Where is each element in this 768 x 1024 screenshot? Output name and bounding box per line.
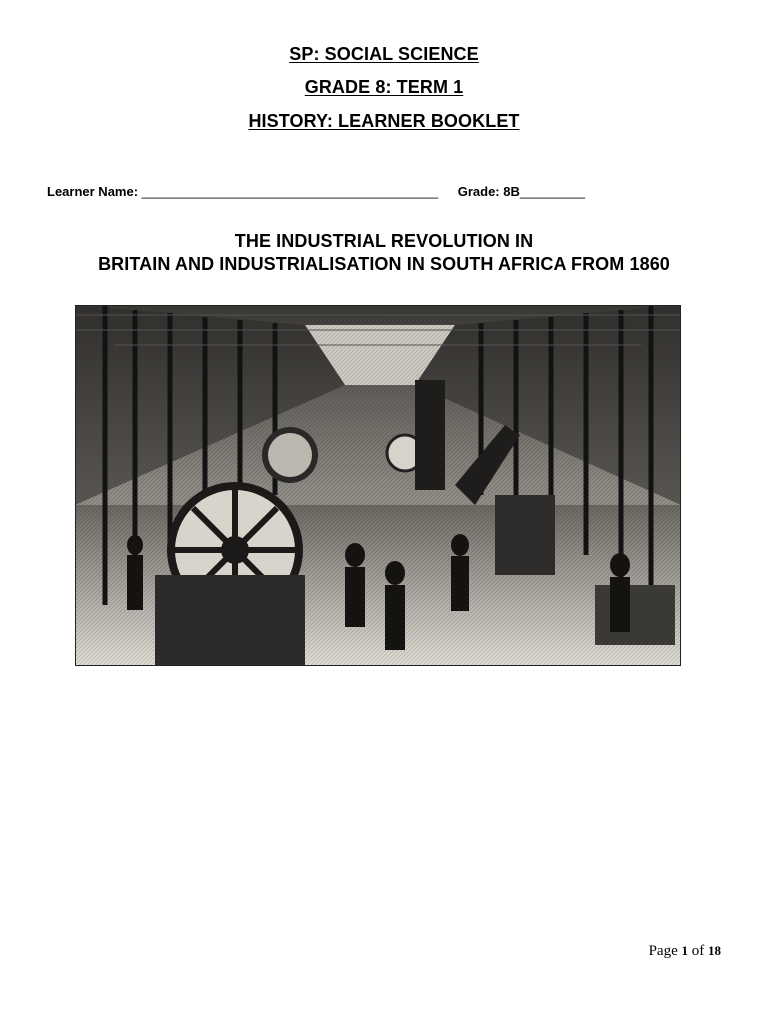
learner-name-field[interactable] [47,184,438,199]
grade-term-heading: GRADE 8: TERM 1 [304,77,464,97]
current-page-number: 1 [681,943,688,958]
page-number [649,943,721,960]
grade-label: Grade: [457,184,500,199]
total-pages-number: 18 [708,943,721,958]
learner-name-blank: _________________________________________ [141,184,439,199]
document-title-line-1: THE INDUSTRIAL REVOLUTION IN [234,231,534,251]
of-word: of [691,943,705,959]
booklet-heading: HISTORY: LEARNER BOOKLET [248,111,520,131]
grade-field[interactable] [458,184,585,199]
learner-name-label: Learner Name: [47,184,139,199]
document-title-line-2: BRITAIN AND INDUSTRIALISATION IN SOUTH AFRICA FROM 1860 [98,254,670,274]
subject-heading: SP: SOCIAL SCIENCE [289,44,479,64]
grade-value: 8B [503,184,520,199]
learner-details-row [47,184,727,199]
page-word: Page [648,943,678,959]
factory-engraving-image [75,305,681,666]
grade-blank: _________ [519,184,585,199]
